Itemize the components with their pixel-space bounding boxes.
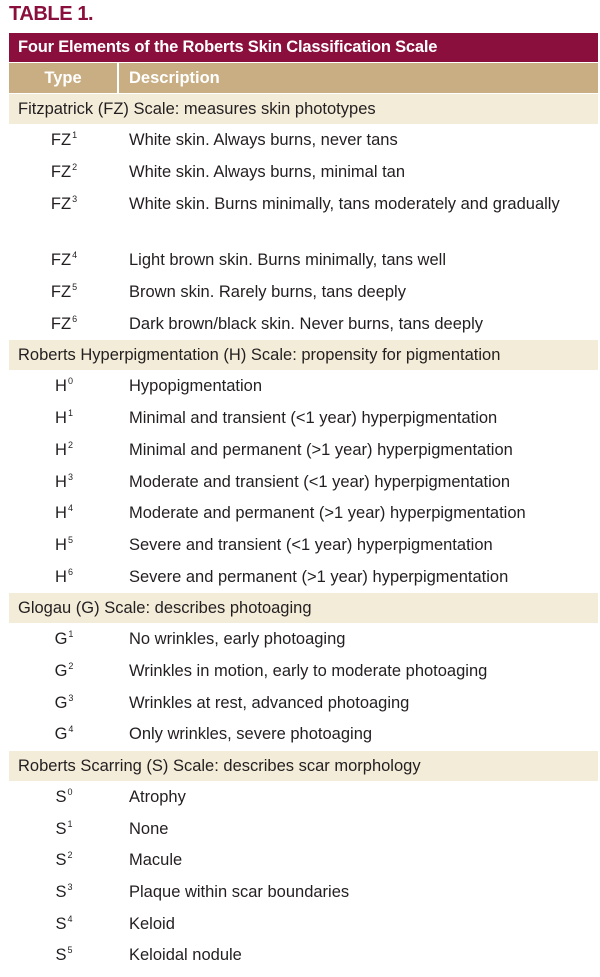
type-code: H [55, 377, 67, 396]
type-level: 0 [67, 787, 73, 797]
description-cell: Minimal and transient (<1 year) hyperpigmentation [129, 409, 498, 428]
type-code: S [55, 914, 67, 933]
type-code: H [55, 567, 67, 586]
description-cell: Plaque within scar boundaries [129, 883, 350, 902]
description-cell: Only wrinkles, severe photoaging [129, 725, 373, 744]
description-cell: None [129, 819, 169, 838]
description-cell: Severe and permanent (>1 year) hyperpigmentation [129, 567, 509, 586]
type-code: S [55, 851, 67, 870]
type-code: FZ [50, 131, 72, 149]
table-row [9, 877, 598, 909]
table-row [9, 371, 598, 403]
table-label: TABLE 1. [9, 3, 94, 25]
table-row [9, 656, 598, 688]
table-row [9, 467, 598, 499]
type-level: 2 [72, 161, 78, 172]
type-level: 4 [68, 724, 74, 735]
description-cell: Brown skin. Rarely burns, tans deeply [129, 283, 406, 302]
table-row [9, 530, 598, 562]
table-row [9, 125, 598, 157]
type-level: 1 [72, 130, 78, 140]
type-code: FZ [50, 283, 72, 302]
table-row [9, 814, 598, 846]
description-cell: Dark brown/black skin. Never burns, tans deeply [129, 314, 483, 333]
type-level: 3 [67, 471, 73, 482]
type-cell [9, 157, 119, 189]
table-row [9, 719, 598, 751]
type-cell [9, 562, 119, 594]
type-cell [9, 245, 119, 277]
type-code: H [55, 440, 67, 459]
type-level: 4 [67, 503, 73, 514]
description-cell: White skin. Burns minimally, tans moderately and gradually [129, 195, 560, 214]
type-code: FZ [50, 162, 72, 181]
table-row [9, 188, 598, 245]
type-level: 3 [68, 692, 74, 703]
type-level: 2 [67, 439, 73, 450]
type-cell [9, 688, 119, 720]
type-cell [9, 467, 119, 499]
section-header: Roberts Scarring (S) Scale: describes scar morphology [9, 751, 598, 781]
description-cell: Keloid [129, 914, 175, 933]
type-code: S [55, 946, 67, 965]
type-code: G [54, 725, 68, 744]
description-cell: No wrinkles, early photoaging [129, 630, 346, 649]
type-code: FZ [50, 251, 72, 270]
type-level: 6 [67, 566, 73, 577]
type-code: S [55, 788, 67, 806]
description-cell: White skin. Always burns, minimal tan [129, 162, 406, 181]
type-cell [9, 371, 119, 403]
description-cell: Moderate and transient (<1 year) hyperpigmentation [129, 472, 511, 491]
section-header: Fitzpatrick (FZ) Scale: measures skin phototypes [9, 94, 598, 124]
type-cell [9, 498, 119, 530]
type-code: S [55, 883, 67, 902]
type-level: 4 [67, 913, 73, 924]
type-cell [9, 530, 119, 562]
description-cell: Light brown skin. Burns minimally, tans well [129, 251, 446, 270]
table-row [9, 940, 598, 972]
type-cell [9, 125, 119, 157]
table-row [9, 498, 598, 530]
type-cell [9, 877, 119, 909]
type-code: H [55, 472, 67, 491]
type-level: 5 [72, 282, 78, 293]
description-cell: Macule [129, 851, 183, 870]
type-level: 5 [67, 945, 73, 956]
type-level: 1 [67, 818, 73, 829]
type-level: 2 [67, 850, 73, 861]
description-cell: Hypopigmentation [129, 377, 262, 396]
type-code: H [55, 535, 67, 554]
type-cell [9, 940, 119, 972]
description-cell: Keloidal nodule [129, 946, 242, 965]
table-row [9, 277, 598, 309]
table-row [9, 845, 598, 877]
table-row [9, 157, 598, 189]
type-code: FZ [50, 314, 72, 333]
description-cell: White skin. Always burns, never tans [129, 131, 398, 149]
table-row [9, 782, 598, 814]
table-row [9, 688, 598, 720]
type-level: 5 [67, 534, 73, 545]
description-cell: Severe and transient (<1 year) hyperpigmentation [129, 535, 493, 554]
type-cell [9, 277, 119, 309]
type-level: 2 [68, 660, 74, 671]
description-cell: Atrophy [129, 788, 186, 806]
type-code: H [55, 504, 67, 523]
table-body [9, 94, 598, 972]
type-code: G [54, 661, 68, 680]
table-row [9, 245, 598, 277]
table-row [9, 909, 598, 941]
type-cell [9, 192, 119, 245]
type-cell [9, 814, 119, 846]
description-cell: Wrinkles in motion, early to moderate photoaging [129, 661, 488, 680]
table-title: Four Elements of the Roberts Skin Classification Scale [9, 33, 598, 62]
type-code: G [54, 630, 68, 649]
type-level: 4 [72, 250, 78, 261]
type-cell [9, 782, 119, 814]
type-code: S [55, 819, 67, 838]
table-header [9, 63, 598, 93]
description-cell: Wrinkles at rest, advanced photoaging [129, 693, 410, 712]
table-row [9, 309, 598, 341]
type-level: 6 [72, 313, 78, 324]
table-row [9, 435, 598, 467]
type-cell [9, 403, 119, 435]
table-row [9, 562, 598, 594]
type-cell [9, 656, 119, 688]
type-code: FZ [50, 195, 72, 214]
description-cell: Minimal and permanent (>1 year) hyperpigmentation [129, 440, 513, 459]
type-cell [9, 309, 119, 341]
table-row [9, 403, 598, 435]
section-header: Roberts Hyperpigmentation (H) Scale: propensity for pigmentation [9, 340, 598, 370]
table-row [9, 624, 598, 656]
type-cell [9, 624, 119, 656]
type-level: 1 [67, 408, 73, 419]
type-level: 3 [67, 882, 73, 893]
type-level: 1 [68, 629, 74, 640]
type-column-header: Type [9, 63, 119, 93]
section-header: Glogau (G) Scale: describes photoaging [9, 593, 598, 623]
description-cell: Moderate and permanent (>1 year) hyperpigmentation [129, 504, 526, 523]
type-cell [9, 845, 119, 877]
type-level: 0 [67, 376, 73, 387]
type-cell [9, 909, 119, 941]
type-cell [9, 719, 119, 751]
type-level: 3 [72, 194, 78, 205]
type-code: G [54, 693, 68, 712]
type-code: H [55, 409, 67, 428]
type-cell [9, 435, 119, 467]
description-column-header: Description [129, 69, 220, 87]
